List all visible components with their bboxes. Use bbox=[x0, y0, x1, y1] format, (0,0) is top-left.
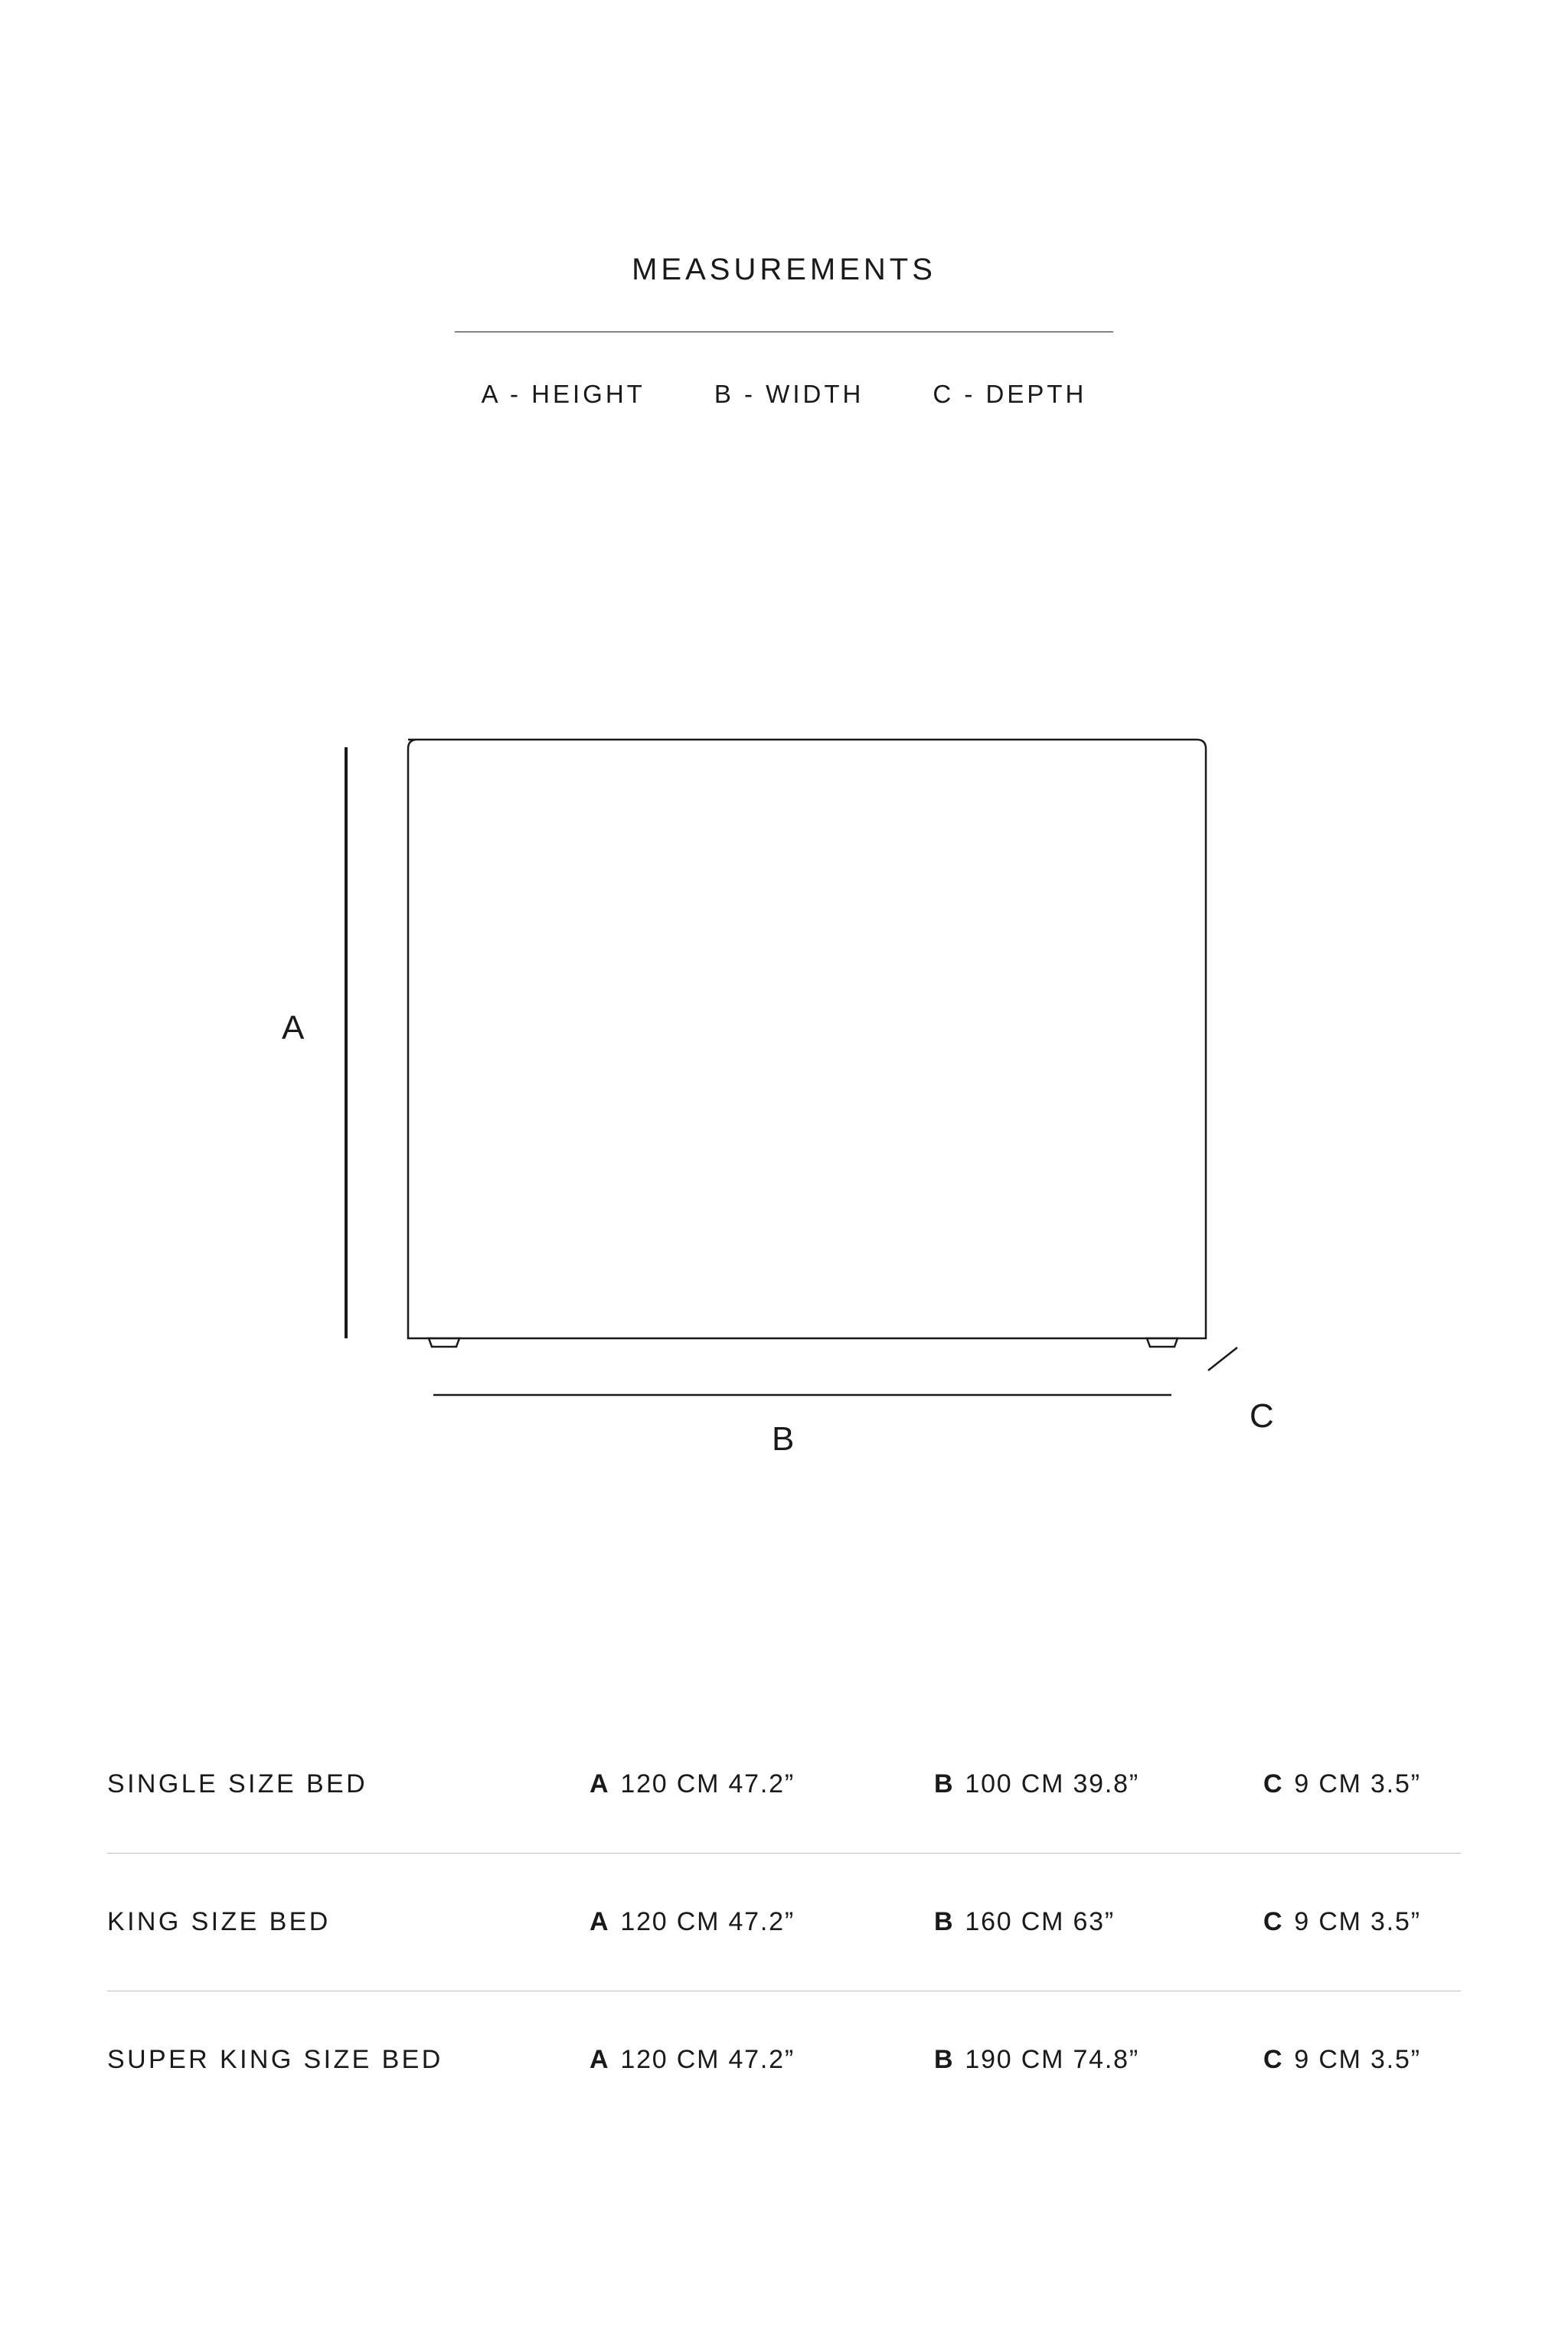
dimension-label-depth: C bbox=[1250, 1397, 1275, 1435]
measurement-height bbox=[590, 1769, 934, 1799]
headboard-foot-right bbox=[1147, 1338, 1178, 1347]
measurement-value-a: 120 CM 47.2” bbox=[620, 1769, 795, 1798]
legend-item-height: A - HEIGHT bbox=[481, 380, 645, 408]
measurement-key-c: C bbox=[1263, 2044, 1284, 2074]
bed-name: SINGLE SIZE BED bbox=[107, 1769, 368, 1798]
measurement-key-b: B bbox=[934, 1906, 955, 1936]
measurement-depth bbox=[1263, 1907, 1461, 1937]
measurement-value-c: 9 CM 3.5” bbox=[1294, 1769, 1421, 1798]
legend-item-depth: C - DEPTH bbox=[933, 380, 1087, 408]
measurement-height bbox=[590, 2045, 934, 2075]
page-title: MEASUREMENTS bbox=[632, 253, 936, 286]
bed-name: KING SIZE BED bbox=[107, 1906, 331, 1936]
dimension-label-width: B bbox=[772, 1420, 795, 1458]
measurement-depth bbox=[1263, 1769, 1461, 1799]
measurement-value-a: 120 CM 47.2” bbox=[620, 2044, 795, 2074]
measurement-key-a: A bbox=[590, 2044, 610, 2074]
measurement-key-a: A bbox=[590, 1906, 610, 1936]
table-row bbox=[107, 1991, 1461, 2128]
measurement-key-a: A bbox=[590, 1769, 610, 1798]
headboard-foot-left bbox=[429, 1338, 459, 1347]
headboard-diagram bbox=[0, 712, 1568, 1539]
legend bbox=[0, 380, 1568, 409]
measurements-table bbox=[107, 1715, 1461, 2128]
measurement-key-b: B bbox=[934, 2044, 955, 2074]
measurement-value-c: 9 CM 3.5” bbox=[1294, 2044, 1421, 2074]
table-row bbox=[107, 1715, 1461, 1853]
measurement-value-b: 100 CM 39.8” bbox=[965, 1769, 1139, 1798]
measurement-value-c: 9 CM 3.5” bbox=[1294, 1906, 1421, 1936]
measurement-key-c: C bbox=[1263, 1769, 1284, 1798]
measurement-height bbox=[590, 1907, 934, 1937]
legend-item-width: B - WIDTH bbox=[714, 380, 864, 408]
measurement-depth bbox=[1263, 2045, 1461, 2075]
measurement-key-c: C bbox=[1263, 1906, 1284, 1936]
measurement-value-b: 160 CM 63” bbox=[965, 1906, 1115, 1936]
header bbox=[0, 253, 1568, 409]
bed-name: SUPER KING SIZE BED bbox=[107, 2044, 443, 2074]
dimension-line-depth bbox=[1208, 1348, 1237, 1370]
measurement-value-a: 120 CM 47.2” bbox=[620, 1906, 795, 1936]
dimension-label-height: A bbox=[282, 1009, 305, 1047]
measurement-width bbox=[934, 2045, 1263, 2075]
table-row bbox=[107, 1853, 1461, 1991]
measurement-value-b: 190 CM 74.8” bbox=[965, 2044, 1139, 2074]
measurement-width bbox=[934, 1769, 1263, 1799]
headboard-body bbox=[408, 740, 1206, 1338]
measurement-width bbox=[934, 1907, 1263, 1937]
measurement-key-b: B bbox=[934, 1769, 955, 1798]
